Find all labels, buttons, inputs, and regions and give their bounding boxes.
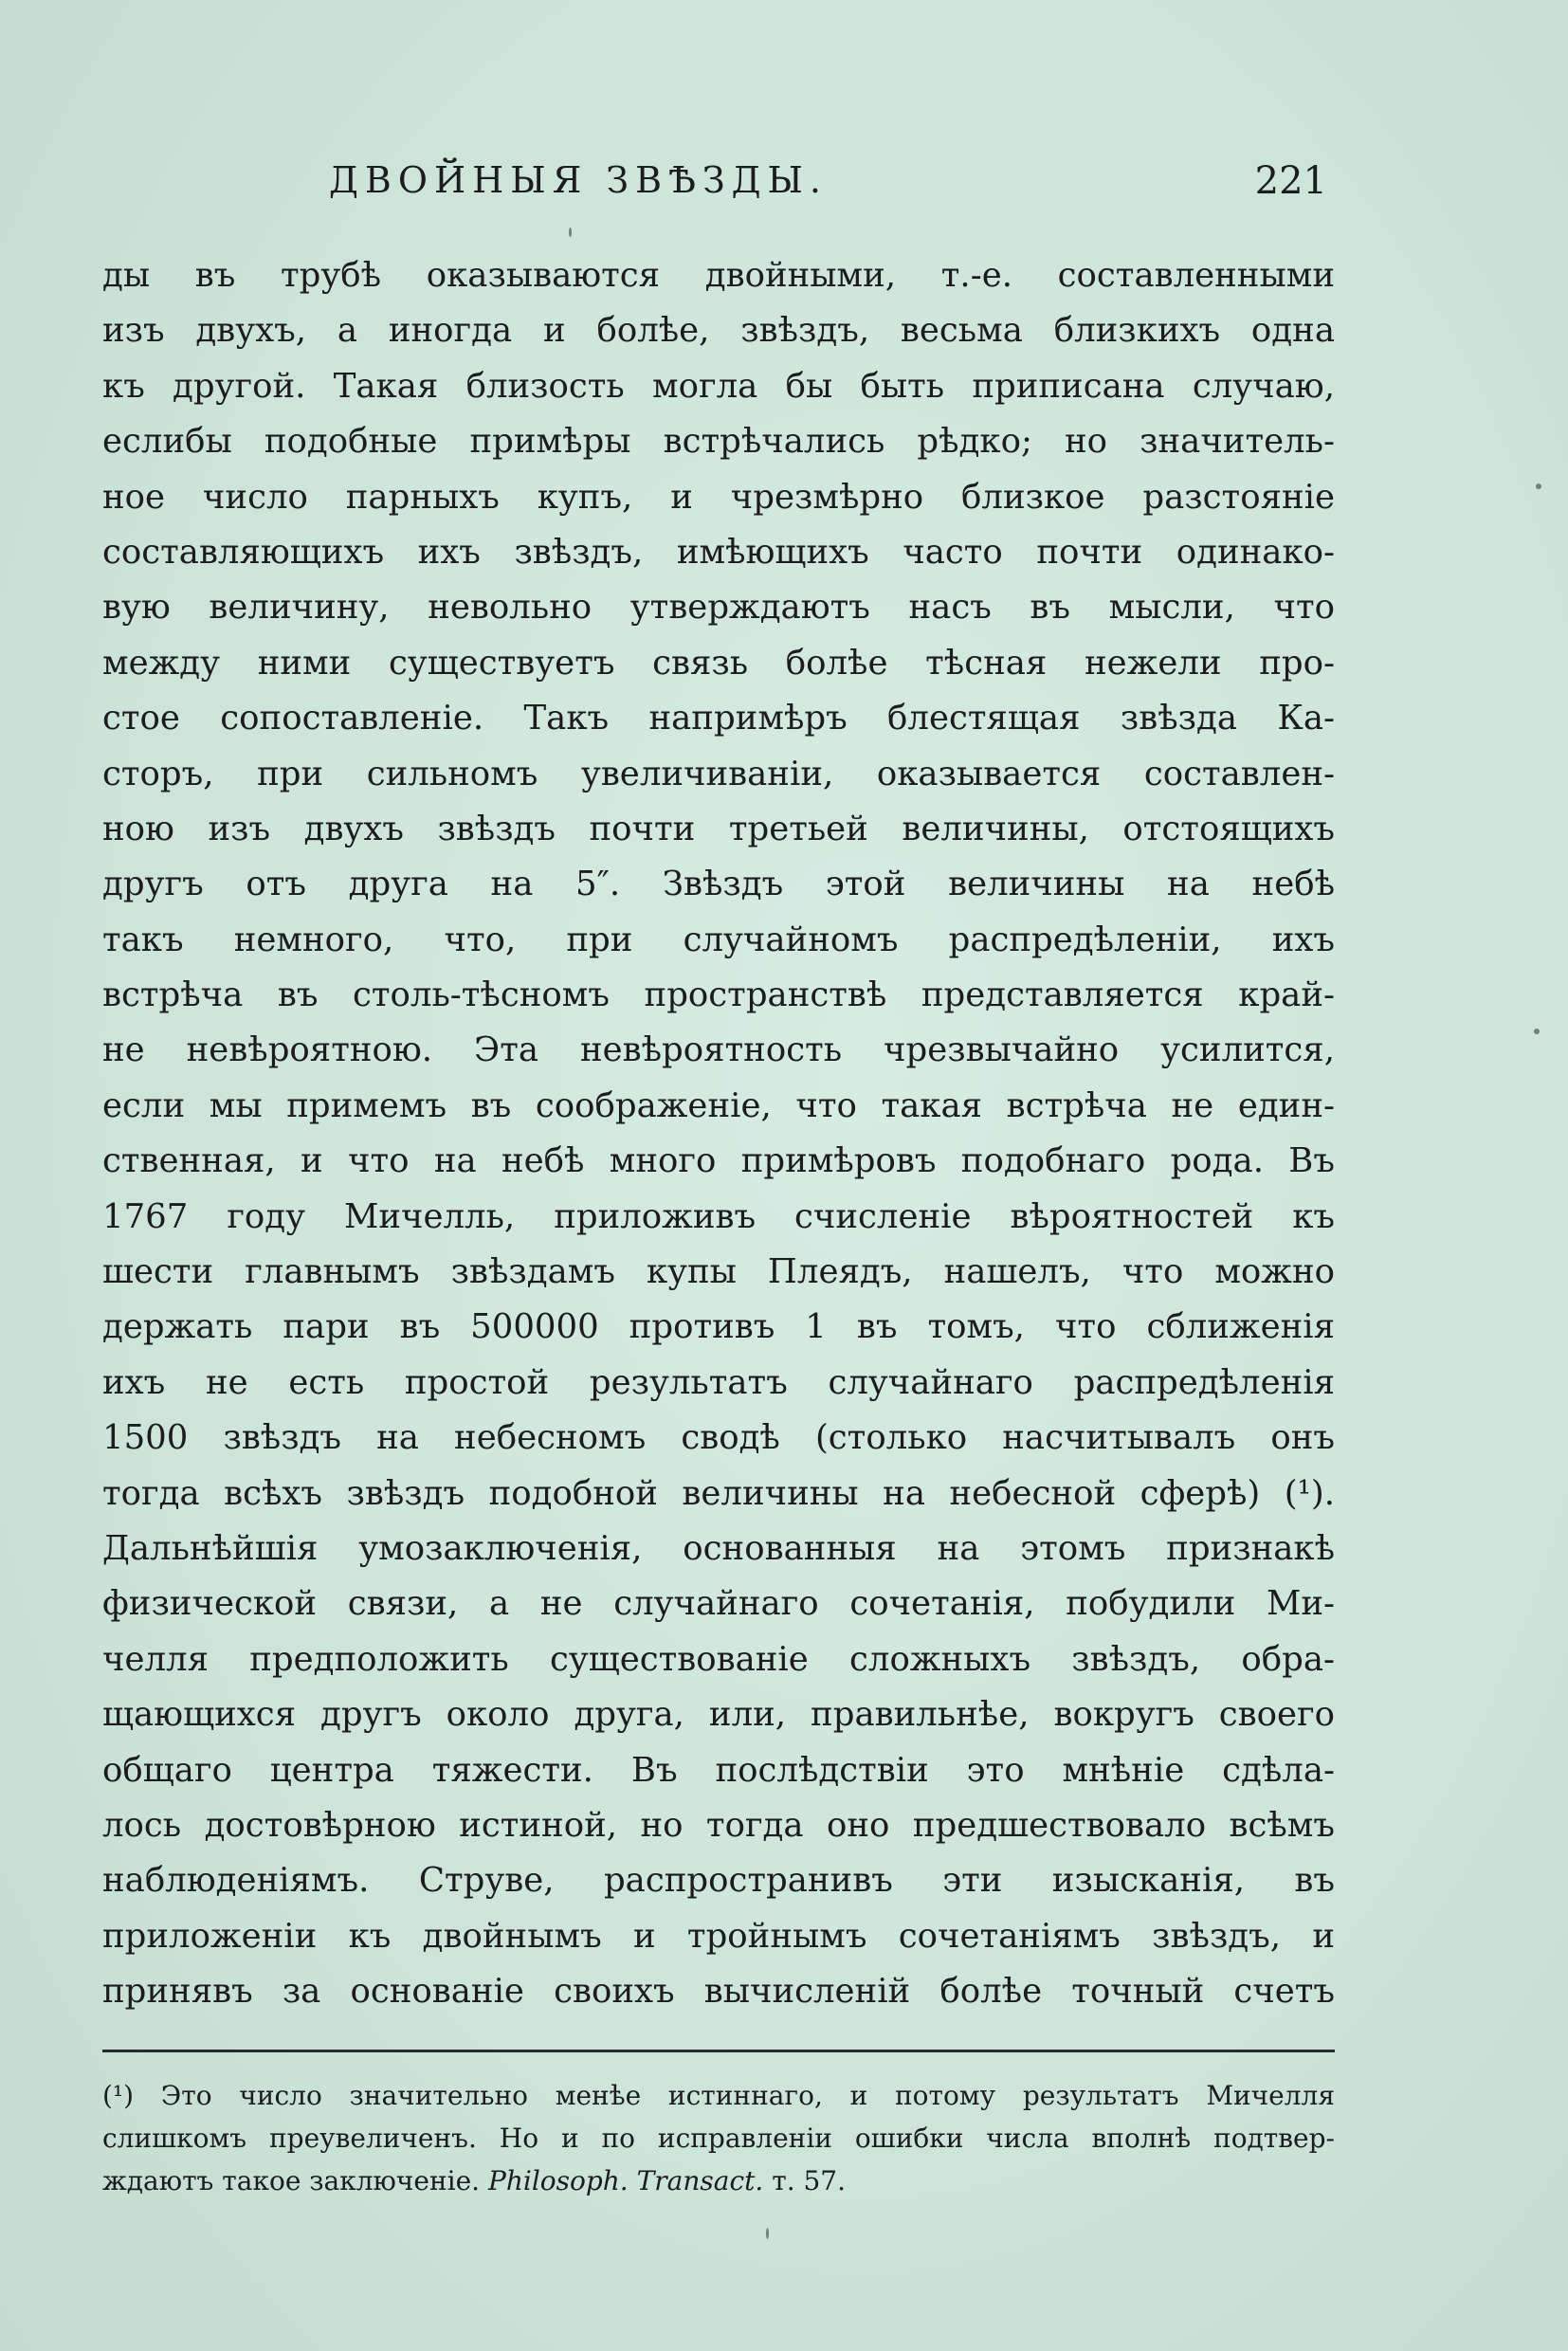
text-line: вую величину, невольно утверждаютъ насъ въ мысли, что: [102, 588, 1335, 628]
text-line: ною изъ двухъ звѣздъ почти третьей величины, отстоящихъ: [102, 809, 1335, 848]
page-number: 221: [1254, 159, 1327, 203]
footnote: [102, 2074, 1335, 2202]
text-line: тогда всѣхъ звѣздъ подобной величины на небесной сферѣ) (¹).: [102, 1473, 1335, 1513]
text-line: не невѣроятною. Эта невѣроятность чрезвычайно усилится,: [102, 1030, 1335, 1070]
body-text: [102, 248, 1335, 2020]
text-line: принявъ за основаніе своихъ вычисленій болѣе точный счетъ: [102, 1972, 1335, 2012]
text-line: лось достовѣрною истиной, но тогда оно предшествовало всѣмъ: [102, 1805, 1335, 1845]
text-line: шести главнымъ звѣздамъ купы Плеядъ, нашелъ, что можно: [102, 1252, 1335, 1292]
text-line: другъ отъ друга на 5″. Звѣздъ этой величины на небѣ: [102, 865, 1335, 904]
scan-speck: [1536, 483, 1541, 489]
text-line: ственная, и что на небѣ много примѣровъ подобнаго рода. Въ: [102, 1141, 1335, 1181]
scan-speck: [1534, 1029, 1540, 1034]
text-line: къ другой. Такая близость могла бы быть приписана случаю,: [102, 366, 1335, 406]
text-line: 1767 году Мичелль, приложивъ счисленіе вѣроятностей къ: [102, 1196, 1335, 1236]
text-line: сторъ, при сильномъ увеличиваніи, оказывается составлен-: [102, 754, 1335, 793]
text-line: физической связи, а не случайнаго сочетанія, побудили Ми-: [102, 1584, 1335, 1624]
text-line: 1500 звѣздъ на небесномъ сводѣ (столько насчитывалъ онъ: [102, 1418, 1335, 1458]
text-line: щающихся другъ около друга, или, правильнѣе, вокругъ своего: [102, 1695, 1335, 1735]
text-line: между ними существуетъ связь болѣе тѣсная нежели про-: [102, 643, 1335, 683]
text-line: общаго центра тяжести. Въ послѣдствіи это мнѣніе сдѣла-: [102, 1750, 1335, 1790]
text-line: встрѣча въ столь-тѣсномъ пространствѣ представляется край-: [102, 975, 1335, 1015]
footnote-text: т. 57.: [763, 2165, 847, 2196]
footnote-text: ждаютъ такое заключеніе.: [102, 2165, 488, 2196]
text-line: еслибы подобные примѣры встрѣчались рѣдко; но значитель-: [102, 422, 1335, 462]
footnote-rule: [102, 2050, 1335, 2052]
text-line: такъ немного, что, при случайномъ распредѣленіи, ихъ: [102, 920, 1335, 959]
text-line: ды въ трубѣ оказываются двойными, т.-е. составленными: [102, 256, 1335, 295]
text-line: челля предположить существованіе сложныхъ звѣздъ, обра-: [102, 1639, 1335, 1679]
text-line: приложеніи къ двойнымъ и тройнымъ сочетаніямъ звѣздъ, и: [102, 1916, 1335, 1956]
text-line: если мы примемъ въ соображеніе, что такая встрѣча не един-: [102, 1085, 1335, 1125]
text-line: Дальнѣйшія умозаключенія, основанныя на этомъ признакѣ: [102, 1528, 1335, 1568]
running-head: [104, 159, 1327, 212]
text-line: ное число парныхъ купъ, и чрезмѣрно близкое разстояніе: [102, 477, 1335, 517]
text-line: изъ двухъ, а иногда и болѣе, звѣздъ, весьма близкихъ одна: [102, 311, 1335, 351]
text-line: наблюденіямъ. Струве, распространивъ эти изысканія, въ: [102, 1861, 1335, 1901]
text-line: ихъ не есть простой результатъ случайнаго распредѣленія: [102, 1362, 1335, 1402]
text-line: составляющихъ ихъ звѣздъ, имѣющихъ часто почти одинако-: [102, 532, 1335, 572]
scan-speck: [766, 2228, 769, 2239]
running-title: ДВОЙНЫЯ ЗВѢЗДЫ.: [329, 159, 828, 201]
text-line: стое сопоставленіе. Такъ напримѣръ блестящая звѣзда Ка-: [102, 699, 1335, 738]
footnote-line: (¹) Это число значительно менѣе истиннаго, и потому результатъ Мичелля: [102, 2080, 1335, 2111]
footnote-line: [102, 2160, 1335, 2202]
text-line: держать пари въ 500000 противъ 1 въ томъ, что сближенія: [102, 1307, 1335, 1347]
footnote-line: слишкомъ преувеличенъ. Но и по исправленіи ошибки числа вполнѣ подтвер-: [102, 2123, 1335, 2154]
scan-speck: [569, 228, 572, 237]
footnote-source: Philosoph. Transact.: [487, 2165, 764, 2196]
